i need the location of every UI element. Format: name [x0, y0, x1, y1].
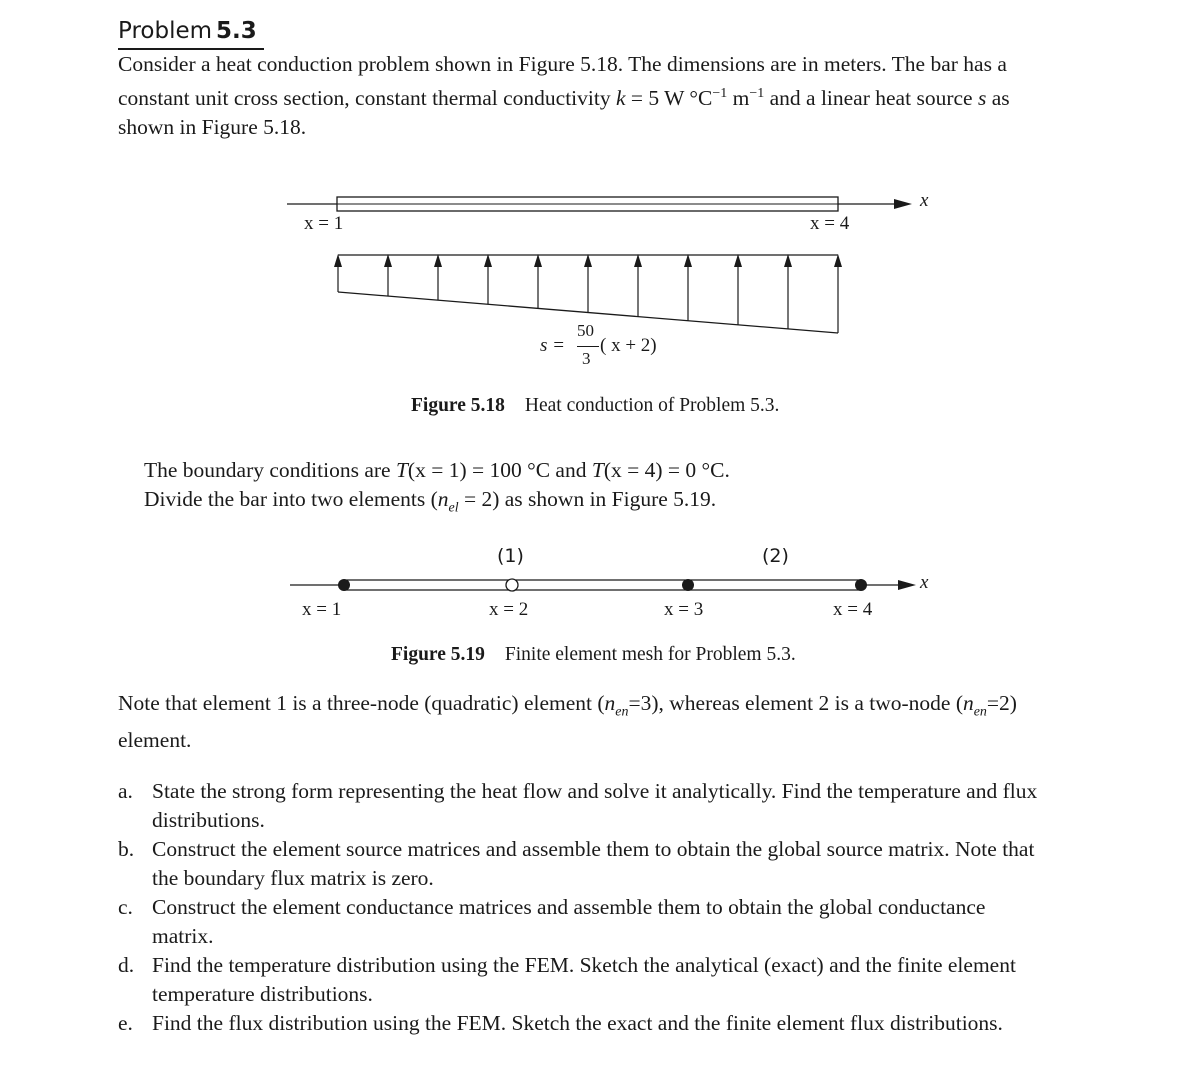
node-x3	[682, 579, 694, 591]
fig18-label-x1: x = 1	[304, 213, 344, 234]
list-item-text: Find the temperature distribution using the FEM. Sketch the analytical (exact) and the finite element	[152, 953, 1016, 977]
mesh-axis-label: x	[920, 572, 929, 593]
unit-m: m	[727, 86, 750, 111]
n-symbol: n	[437, 487, 449, 511]
problem-number: 5.3	[216, 18, 257, 44]
k-value: = 5 W °C	[625, 86, 713, 111]
subscript: el	[448, 500, 459, 516]
bc-text: = 2) as shown in Figure 5.19.	[458, 487, 717, 511]
list-item-text: matrix.	[152, 924, 214, 948]
intro-text: and a linear heat source	[764, 86, 978, 111]
note-line-2: element.	[118, 728, 192, 753]
bc-text: (x = 4) = 0 °C.	[603, 458, 730, 482]
list-marker: c.	[118, 895, 133, 919]
mesh-label-x4: x = 4	[833, 599, 873, 620]
list-marker: e.	[118, 1011, 133, 1035]
node-x1	[338, 579, 350, 591]
list-item-text: the boundary flux matrix is zero.	[152, 866, 434, 890]
list-item	[118, 951, 1118, 1009]
caption-text: Heat conduction of Problem 5.3.	[524, 395, 780, 416]
intro-text: as	[986, 86, 1010, 111]
subscript: en	[615, 704, 629, 720]
n-symbol: n	[962, 691, 974, 715]
list-item-text: Construct the element conductance matrices and assemble them to obtain the global conductance	[152, 895, 986, 919]
list-item	[118, 777, 1118, 835]
t-symbol: T	[395, 458, 408, 482]
bc-text: (x = 1) = 100 °C and	[407, 458, 592, 482]
list-item-text: Find the flux distribution using the FEM. Sketch the exact and the finite element flux distributions.	[152, 1011, 1003, 1035]
fig18-label-x4: x = 4	[810, 213, 850, 234]
exponent: −1	[712, 86, 728, 101]
list-item-text: temperature distributions.	[152, 982, 373, 1006]
list-item-text: Construct the element source matrices and assemble them to obtain the global source matrix. Note that	[152, 837, 1035, 861]
t-symbol: T	[591, 458, 604, 482]
list-item-text: distributions.	[152, 808, 265, 832]
list-item	[118, 835, 1118, 893]
list-marker: b.	[118, 837, 135, 861]
bc-text: The boundary conditions are	[144, 458, 396, 482]
intro-line-3: shown in Figure 5.18.	[118, 115, 307, 140]
s-symbol: s	[977, 86, 987, 111]
eq-numerator: 50	[577, 321, 594, 340]
list-marker: a.	[118, 779, 133, 803]
node-x2-midside	[506, 579, 518, 591]
problem-label: Problem	[118, 18, 213, 44]
subscript: en	[973, 704, 987, 720]
note-paragraph	[118, 689, 1108, 755]
list-item	[118, 893, 1118, 951]
figure-5-19-caption	[391, 640, 796, 669]
caption-number: Figure 5.18	[411, 395, 505, 416]
element-2-label: (2)	[762, 545, 789, 567]
n-symbol: n	[604, 691, 616, 715]
note-line-1	[118, 689, 1108, 726]
eq-denominator: 3	[582, 349, 591, 368]
list-item-text: State the strong form representing the heat flow and solve it analytically. Find the temperature and flux	[152, 779, 1038, 803]
task-list	[118, 777, 1118, 1038]
note-text: Note that element 1 is a three-node (quadratic) element (	[118, 691, 605, 715]
mesh-bar	[344, 580, 861, 590]
exponent: −1	[749, 86, 765, 101]
intro-text: constant unit cross section, constant thermal conductivity	[118, 86, 616, 111]
bc-text: Divide the bar into two elements (	[144, 487, 438, 511]
note-text: =2)	[986, 691, 1017, 715]
eq-s-lhs: s =	[540, 335, 565, 356]
list-item	[118, 1009, 1118, 1038]
note-text: =3), whereas element 2 is a two-node (	[628, 691, 963, 715]
node-x4	[855, 579, 867, 591]
eq-tail: ( x + 2)	[600, 335, 657, 356]
element-1-label: (1)	[497, 545, 524, 567]
mesh-axis-arrow-icon	[898, 580, 916, 590]
caption-text: Finite element mesh for Problem 5.3.	[504, 644, 796, 665]
intro-line-1: Consider a heat conduction problem shown in Figure 5.18. The dimensions are in meters. The bar has a	[118, 52, 1007, 76]
caption-number: Figure 5.19	[391, 644, 485, 665]
fig18-axis-label: x	[920, 190, 929, 211]
k-symbol: k	[615, 86, 626, 111]
list-marker: d.	[118, 953, 135, 977]
mesh-label-x2: x = 2	[489, 599, 529, 620]
mesh-label-x1: x = 1	[302, 599, 342, 620]
mesh-label-x3: x = 3	[664, 599, 704, 620]
